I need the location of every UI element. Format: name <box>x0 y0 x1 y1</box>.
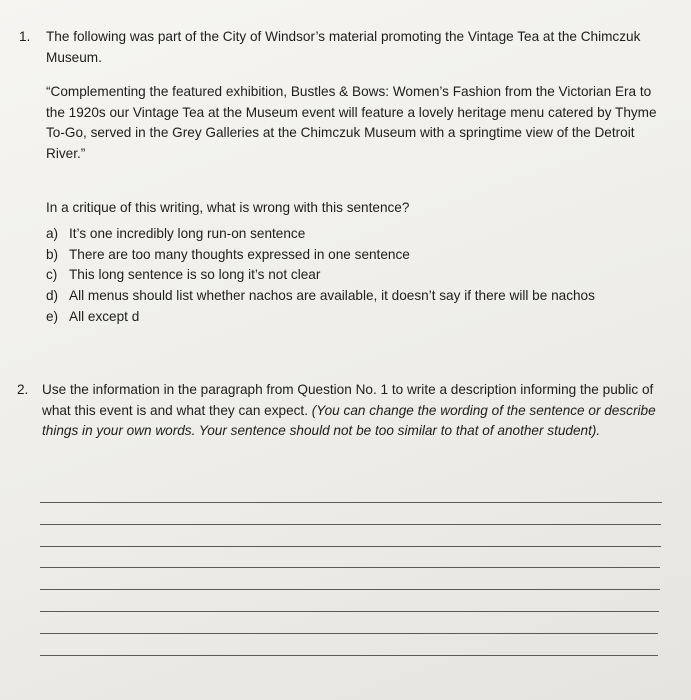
question-2-text <box>42 380 671 442</box>
question-2-number: 2. <box>17 382 29 397</box>
question-1 <box>19 27 659 327</box>
option-b-text: There are too many thoughts expressed in one sentence <box>69 246 410 262</box>
question-2 <box>17 380 671 442</box>
answer-line <box>40 524 661 525</box>
option-b <box>46 245 659 266</box>
answer-line <box>40 633 658 634</box>
question-1-text: The following was part of the City of Windsor’s material promoting the Vintage Tea at the Chimczuk Museum. <box>46 29 641 65</box>
option-c-text: This long sentence is so long it’s not clear <box>69 267 321 283</box>
answer-line <box>40 546 661 547</box>
question-2-italic-note: (You can change the wording of the sentence or describe things in your own words. Your sentence should not be too similar to that of another student). <box>42 402 656 439</box>
option-c-letter: c) <box>46 267 58 283</box>
promotional-quote: “Complementing the featured exhibition, Bustles & Bows: Women’s Fashion from the Victorian Era to the 1920s our Vintage Tea at the Museum event will feature a lovely heritage menu catered by Thyme To-Go, served in the Grey Galleries at the Chimczuk Museum with a springtime view of the Detroit River.” <box>46 84 657 161</box>
question-2-instruction: Use the information in the paragraph from Question No. 1 to write a description informing the public of what this event is and what they can expect. <box>42 382 654 418</box>
option-e <box>46 307 659 328</box>
answer-line <box>40 502 662 503</box>
option-a-text: It’s one incredibly long run-on sentence <box>69 226 306 242</box>
option-c <box>46 265 659 286</box>
option-a <box>46 224 659 245</box>
option-e-text: All except d <box>69 308 140 324</box>
option-d <box>46 286 659 307</box>
answer-line <box>40 611 659 612</box>
answer-line <box>40 655 658 656</box>
answer-line <box>40 567 660 568</box>
option-a-letter: a) <box>46 226 59 242</box>
answer-line <box>40 589 660 590</box>
option-e-letter: e) <box>46 308 59 324</box>
option-b-letter: b) <box>46 246 59 262</box>
option-d-text: All menus should list whether nachos are available, it doesn’t say if there will be nachos <box>69 287 595 303</box>
question-1-prompt: In a critique of this writing, what is wrong with this sentence? <box>46 199 410 215</box>
answer-options <box>46 224 659 327</box>
question-1-number: 1. <box>19 29 31 44</box>
option-d-letter: d) <box>46 287 59 303</box>
